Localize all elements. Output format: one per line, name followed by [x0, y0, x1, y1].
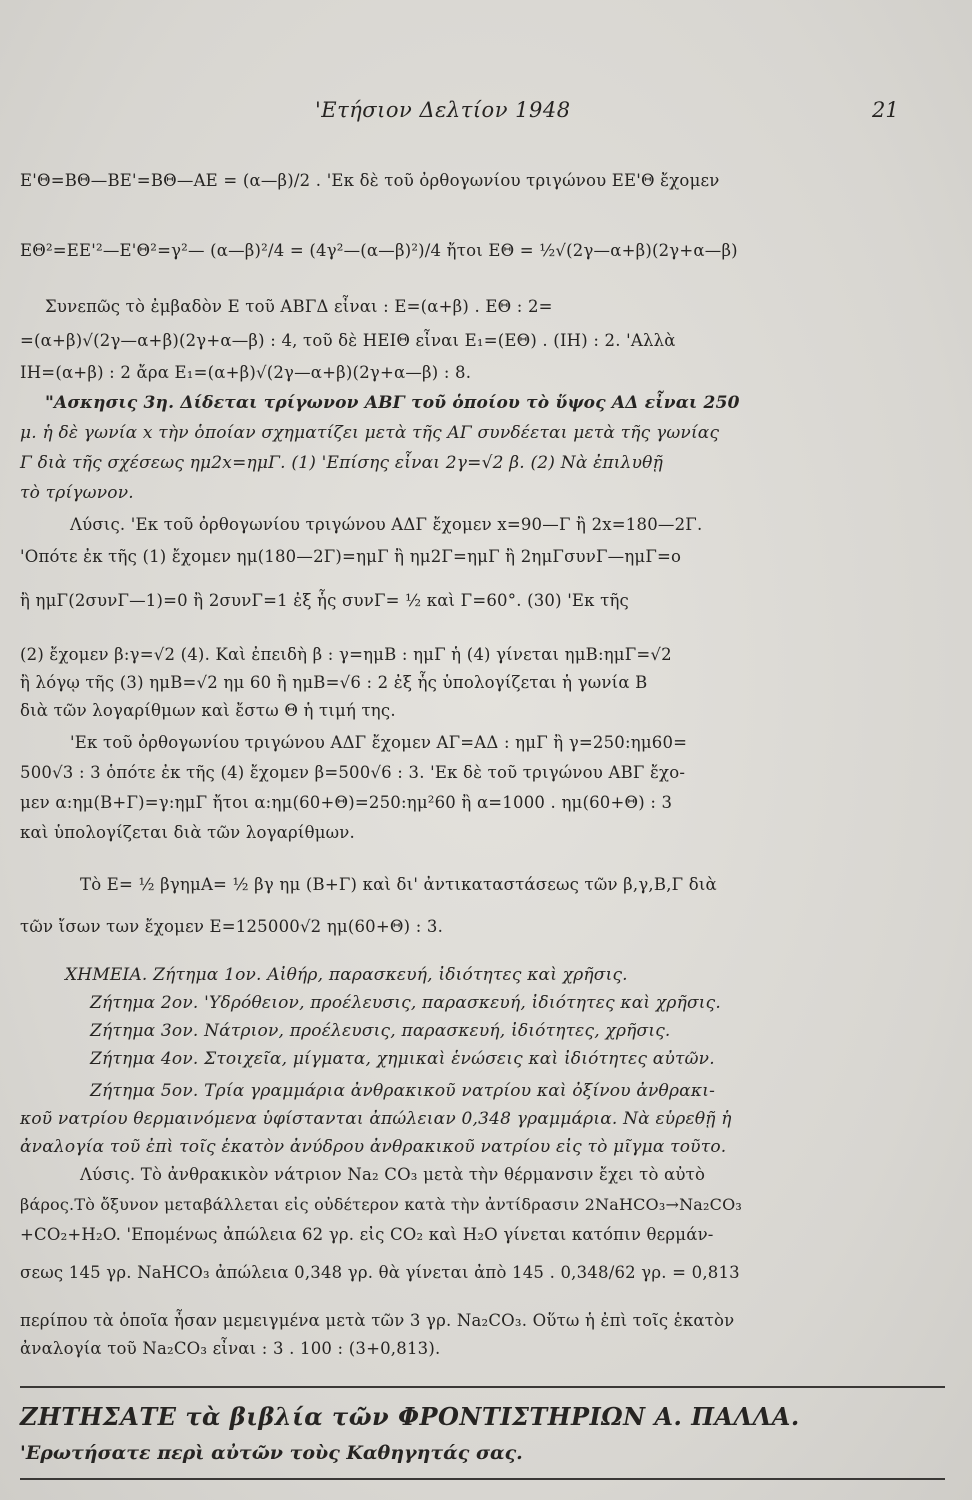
body-line: μ. ἡ δὲ γωνία x τὴν ὁποίαν σχηματίζει μετὰ τῆς ΑΓ συνδέεται μετὰ τῆς γωνίας: [20, 423, 720, 443]
body-line: Συνεπῶς τὸ ἐμβαδὸν Ε τοῦ ΑΒΓΔ εἶναι : Ε=(α+β) . ΕΘ : 2=: [45, 297, 553, 316]
chemistry-solution-line: σεως 145 γρ. NaHCO₃ ἀπώλεια 0,348 γρ. θὰ γίνεται ἀπὸ 145 . 0,348/62 γρ. = 0,813: [20, 1263, 740, 1282]
chemistry-heading: ΧΗΜΕΙΑ. Ζήτημα 1ον. Αἰθήρ, παρασκευή, ἰδιότητες καὶ χρῆσις.: [65, 965, 628, 985]
body-line: 500√3 : 3 ὁπότε ἐκ τῆς (4) ἔχομεν β=500√6 : 3. 'Εκ δὲ τοῦ τριγώνου ΑΒΓ ἔχο-: [20, 763, 686, 782]
body-line: διὰ τῶν λογαρίθμων καὶ ἔστω Θ ἡ τιμή της.: [20, 701, 396, 720]
body-line: 'Εκ τοῦ ὀρθογωνίου τριγώνου ΑΔΓ ἔχομεν ΑΓ=ΑΔ : ημΓ ἢ γ=250:ημ60=: [70, 733, 688, 752]
chemistry-question: ἀναλογία τοῦ ἐπὶ τοῖς ἑκατὸν ἀνύδρου ἀνθρακικοῦ νατρίου εἰς τὸ μῖγμα τοῦτο.: [20, 1137, 727, 1157]
chemistry-solution-line: Λύσις. Τὸ ἀνθρακικὸν νάτριον Na₂ CO₃ μετὰ τὴν θέρμανσιν ἔχει τὸ αὐτὸ: [80, 1165, 706, 1184]
body-line: (2) ἔχομεν β:γ=√2 (4). Καὶ ἐπειδὴ β : γ=ημΒ : ημΓ ἡ (4) γίνεται ημΒ:ημΓ=√2: [20, 645, 672, 664]
advertisement-line: ΖΗΤΗΣΑΤΕ τὰ βιβλία τῶν ΦΡΟΝΤΙΣΤΗΡΙΩΝ Α. ΠΑΛΛΑ.: [20, 1402, 800, 1431]
chemistry-question: Ζήτημα 4ον. Στοιχεῖα, μίγματα, χημικαὶ ἑνώσεις καὶ ἰδιότητες αὐτῶν.: [90, 1049, 715, 1069]
body-line: Γ διὰ τῆς σχέσεως ημ2x=ημΓ. (1) 'Επίσης εἶναι 2γ=√2 β. (2) Νὰ ἐπιλυθῇ: [20, 453, 663, 473]
body-line: τῶν ἴσων των ἔχομεν Ε=125000√2 ημ(60+Θ) : 3.: [20, 917, 444, 936]
page-number: 21: [872, 98, 899, 122]
body-line: τὸ τρίγωνον.: [20, 483, 134, 503]
body-line: Ε'Θ=ΒΘ—ΒΕ'=ΒΘ—ΑΕ = (α—β)/2 . 'Εκ δὲ τοῦ ὀρθογωνίου τριγώνου ΕΕ'Θ ἔχομεν: [20, 171, 720, 190]
bottom-divider-rule: [20, 1478, 945, 1480]
body-line: Τὸ Ε= ½ βγημΑ= ½ βγ ημ (Β+Γ) καὶ δι' ἀντικαταστάσεως τῶν β,γ,Β,Γ διὰ: [80, 875, 717, 894]
body-line: ΙΗ=(α+β) : 2 ἄρα Ε₁=(α+β)√(2γ—α+β)(2γ+α—β) : 8.: [20, 363, 472, 382]
advertisement-subline: 'Ερωτήσατε περὶ αὐτῶν τοὺς Καθηγητάς σας.: [20, 1442, 523, 1464]
exercise-heading: "Ασκησις 3η. Δίδεται τρίγωνον ΑΒΓ τοῦ ὁποίου τὸ ὕψος ΑΔ εἶναι 250: [45, 393, 740, 413]
chemistry-solution-line: +CO₂+H₂O. 'Επομένως ἀπώλεια 62 γρ. εἰς CO₂ καὶ H₂O γίνεται κατόπιν θερμάν-: [20, 1225, 714, 1244]
body-line: καὶ ὑπολογίζεται διὰ τῶν λογαρίθμων.: [20, 823, 355, 842]
running-header-title: 'Ετήσιον Δελτίον 1948: [315, 98, 571, 122]
body-line: =(α+β)√(2γ—α+β)(2γ+α—β) : 4, τοῦ δὲ ΗΕΙΘ εἶναι Ε₁=(ΕΘ) . (ΙΗ) : 2. 'Αλλὰ: [20, 331, 676, 350]
body-line: ἢ ημΓ(2συνΓ—1)=0 ἢ 2συνΓ=1 ἐξ ἧς συνΓ= ½ καὶ Γ=60°. (30) 'Εκ τῆς: [20, 591, 629, 610]
body-line: ΕΘ²=ΕΕ'²—Ε'Θ²=γ²— (α—β)²/4 = (4γ²—(α—β)²)/4 ἤτοι ΕΘ = ½√(2γ—α+β)(2γ+α—β): [20, 241, 738, 260]
solution-line: Λύσις. 'Εκ τοῦ ὀρθογωνίου τριγώνου ΑΔΓ ἔχομεν x=90—Γ ἢ 2x=180—2Γ.: [70, 515, 703, 534]
chemistry-solution-line: βάρος.Τὸ ὄξυνον μεταβάλλεται εἰς οὐδέτερον κατὰ τὴν ἀντίδρασιν 2NaHCO₃→Na₂CO₃: [20, 1195, 743, 1214]
chemistry-question: Ζήτημα 5ον. Τρία γραμμάρια ἀνθρακικοῦ νατρίου καὶ ὀξίνου ἀνθρακι-: [90, 1081, 716, 1101]
body-line: ἢ λόγῳ τῆς (3) ημΒ=√2 ημ 60 ἢ ημΒ=√6 : 2 ἐξ ἧς ὑπολογίζεται ἡ γωνία Β: [20, 673, 648, 692]
chemistry-solution-line: περίπου τὰ ὁποῖα ἦσαν μεμειγμένα μετὰ τῶν 3 γρ. Na₂CO₃. Οὕτω ἡ ἐπὶ τοῖς ἑκατὸν: [20, 1311, 735, 1330]
chemistry-solution-line: ἀναλογία τοῦ Na₂CO₃ εἶναι : 3 . 100 : (3+0,813).: [20, 1339, 441, 1358]
chemistry-question: Ζήτημα 2ον. 'Υδρόθειον, προέλευσις, παρασκευή, ἰδιότητες καὶ χρῆσις.: [90, 993, 721, 1013]
body-line: μεν α:ημ(Β+Γ)=γ:ημΓ ἤτοι α:ημ(60+Θ)=250:ημ²60 ἢ α=1000 . ημ(60+Θ) : 3: [20, 793, 673, 812]
chemistry-question: Ζήτημα 3ον. Νάτριον, προέλευσις, παρασκευή, ἰδιότητες, χρῆσις.: [90, 1021, 671, 1041]
top-divider-rule: [20, 1386, 945, 1388]
body-line: 'Οπότε ἐκ τῆς (1) ἔχομεν ημ(180—2Γ)=ημΓ ἢ ημ2Γ=ημΓ ἢ 2ημΓσυνΓ—ημΓ=ο: [20, 547, 682, 566]
chemistry-question: κοῦ νατρίου θερμαινόμενα ὑφίστανται ἀπώλειαν 0,348 γραμμάρια. Νὰ εὑρεθῇ ἡ: [20, 1109, 732, 1129]
